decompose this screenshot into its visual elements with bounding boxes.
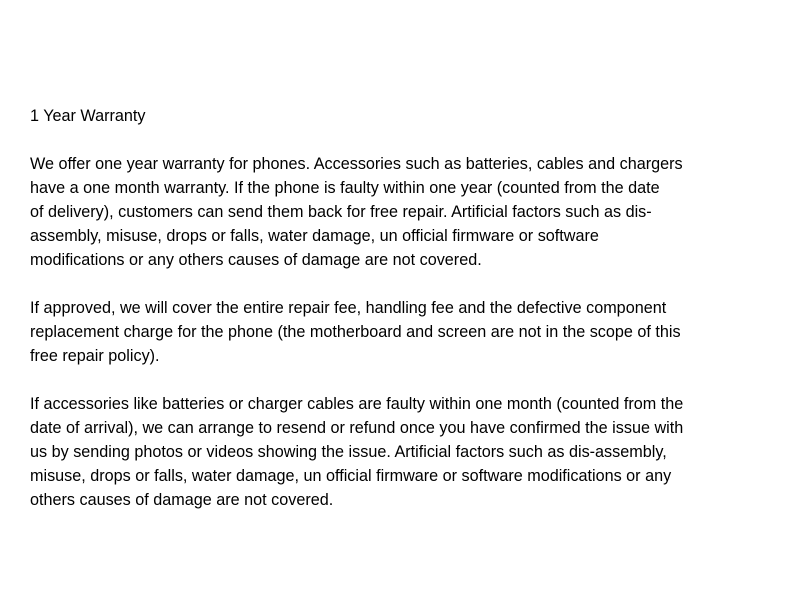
paragraph-line: date of arrival), we can arrange to resend or refund once you have confirmed the issue with [30, 419, 684, 437]
paragraph-line: have a one month warranty. If the phone is faulty within one year (counted from the date [30, 179, 660, 197]
paragraph-line: If accessories like batteries or charger cables are faulty within one month (counted from the [30, 395, 684, 413]
paragraph-line: replacement charge for the phone (the motherboard and screen are not in the scope of this [30, 323, 681, 341]
paragraph-line: modifications or any others causes of damage are not covered. [30, 251, 482, 269]
paragraph-line: us by sending photos or videos showing the issue. Artificial factors such as dis-assembly, [30, 443, 667, 461]
paragraph-line: of delivery), customers can send them back for free repair. Artificial factors such as dis- [30, 203, 652, 221]
page-title: 1 Year Warranty [30, 107, 146, 125]
paragraph-line: assembly, misuse, drops or falls, water damage, un official firmware or software [30, 227, 599, 245]
paragraph-one-year-warranty [30, 152, 784, 272]
paragraph-repair-coverage [30, 296, 784, 368]
paragraph-accessory-warranty [30, 392, 784, 512]
warranty-content [30, 104, 784, 536]
paragraph-line: others causes of damage are not covered. [30, 491, 334, 509]
paragraph-line: free repair policy). [30, 347, 160, 365]
paragraph-line: We offer one year warranty for phones. Accessories such as batteries, cables and chargers [30, 155, 683, 173]
paragraph-line: misuse, drops or falls, water damage, un official firmware or software modifications or any [30, 467, 672, 485]
paragraph-line: If approved, we will cover the entire repair fee, handling fee and the defective component [30, 299, 667, 317]
